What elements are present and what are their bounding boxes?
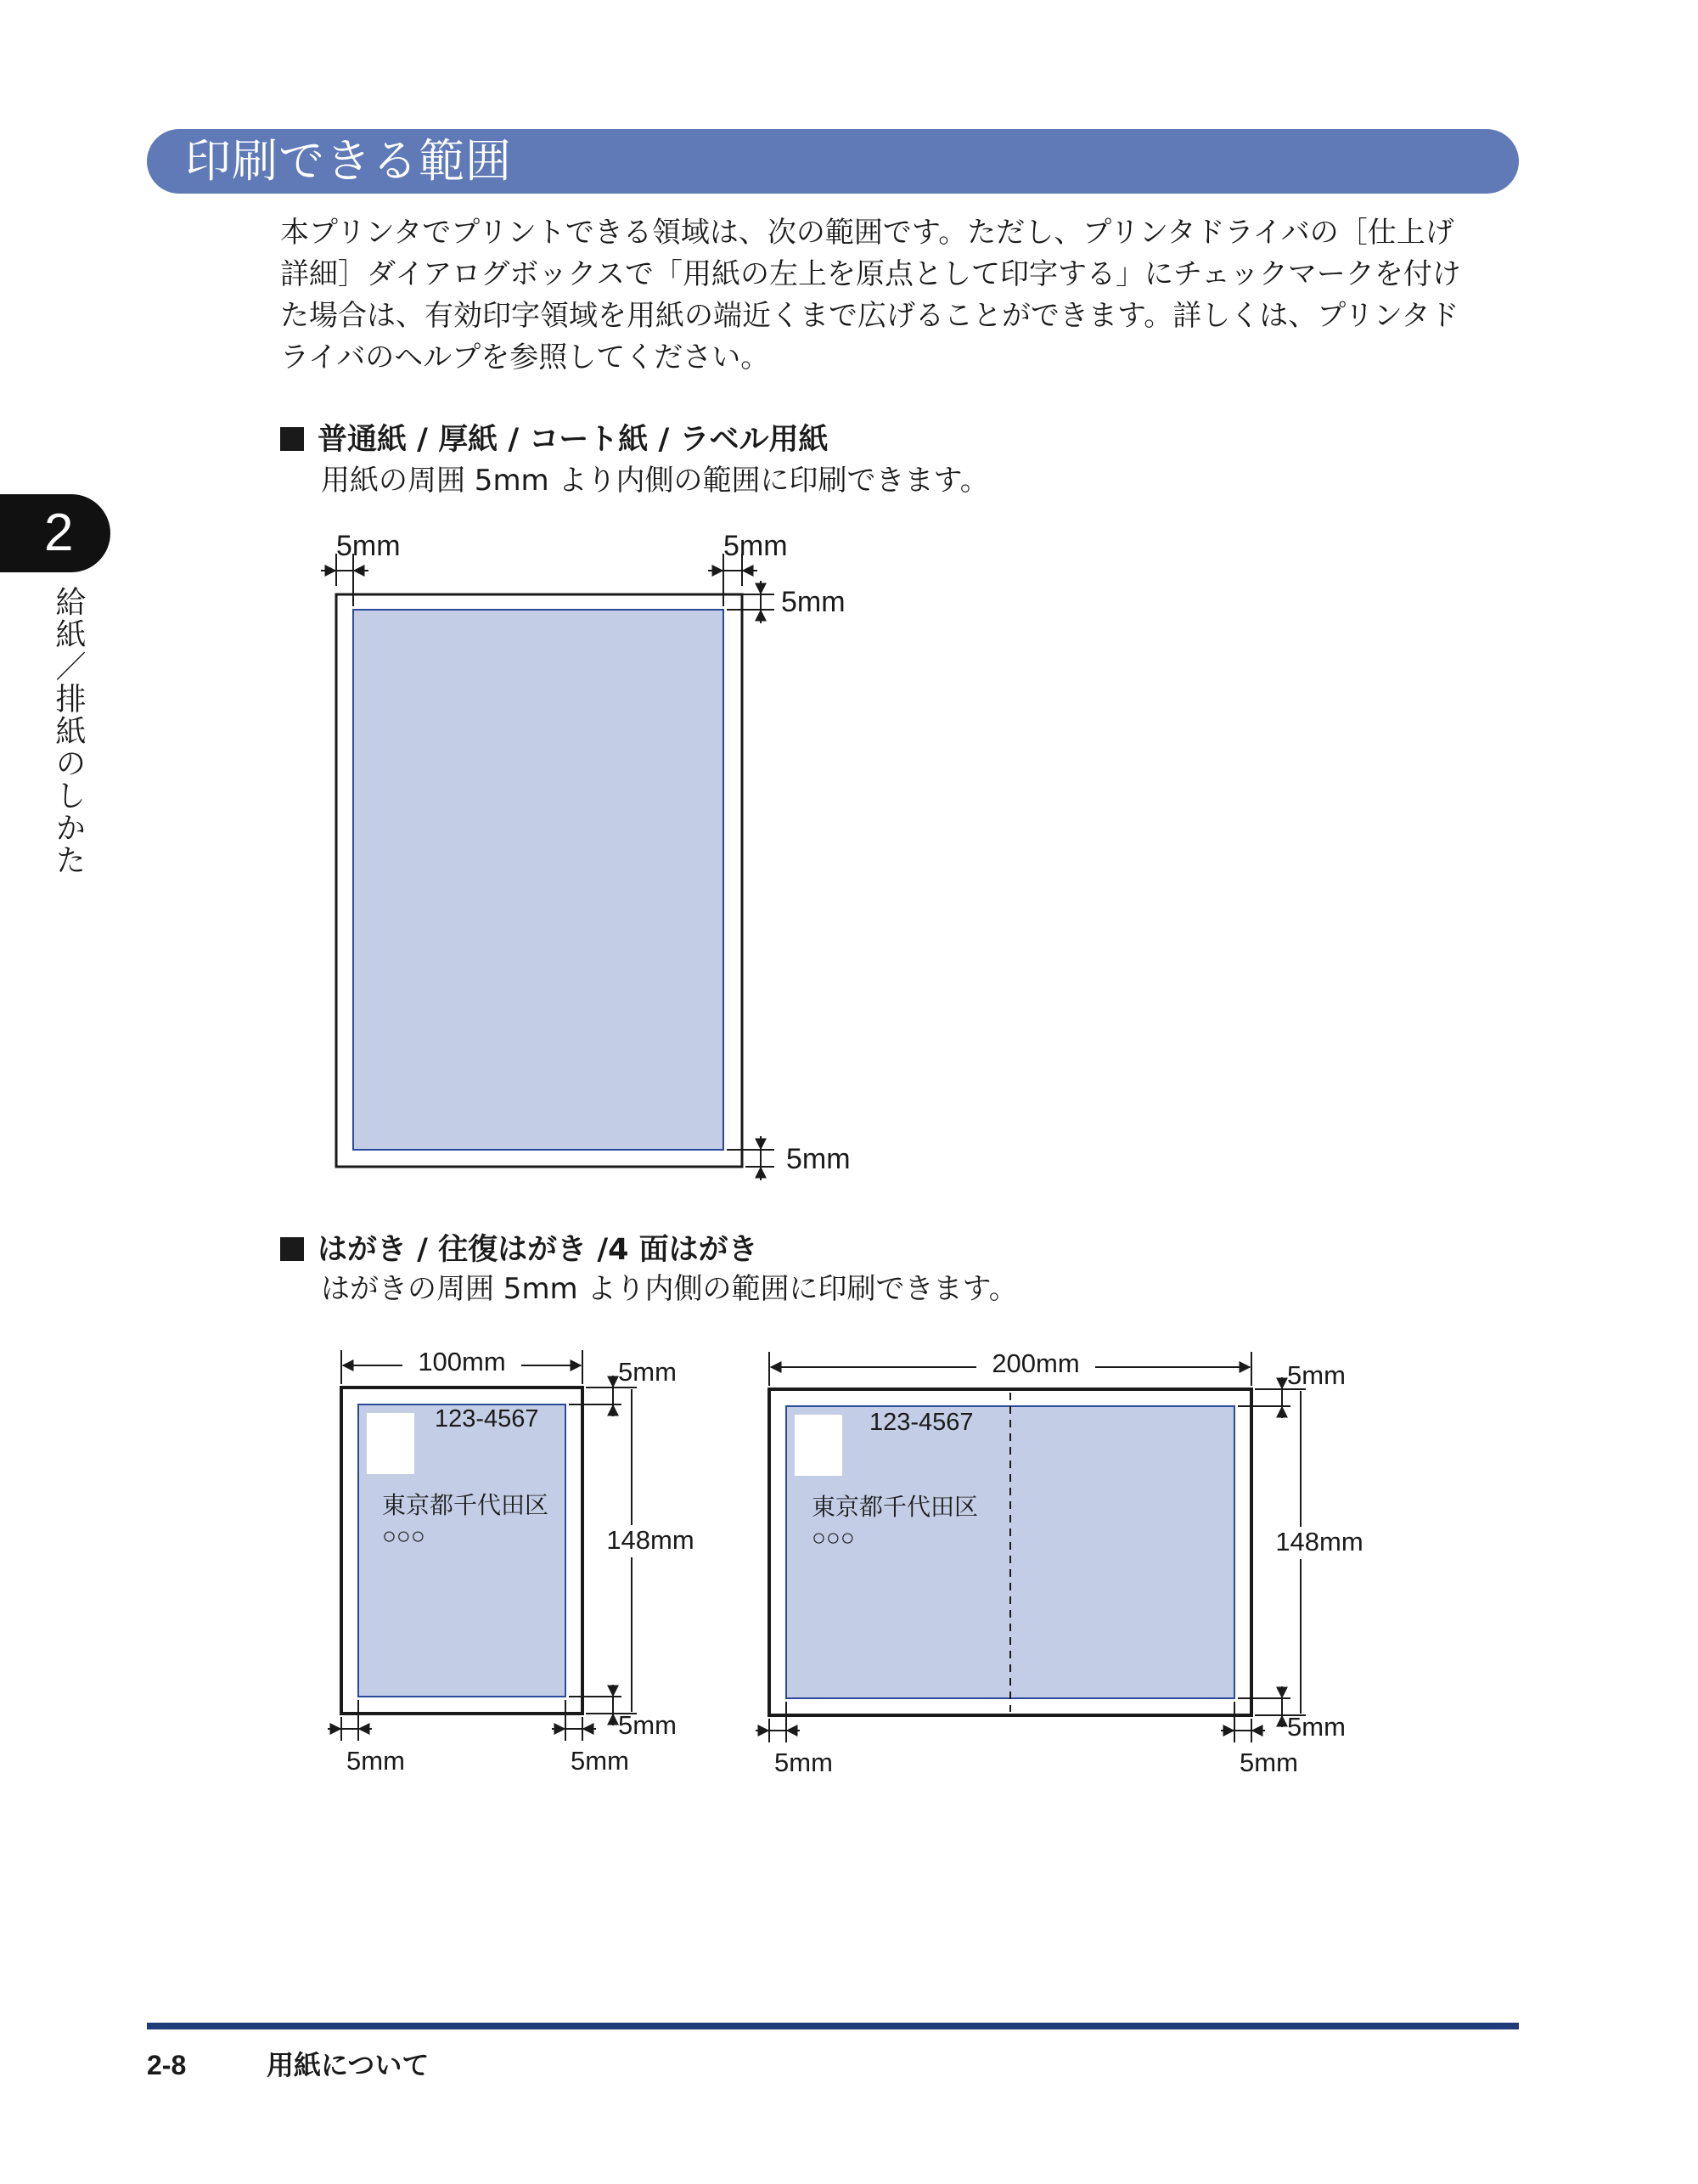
double-right-margin-label: 5mm [1240, 1748, 1298, 1777]
postal-code: 123-4567 [869, 1409, 974, 1436]
address-text: 東京都千代田区 [382, 1492, 549, 1518]
plain-paper-description: 用紙の周囲 5mm より内側の範囲に印刷できます。 [321, 464, 989, 498]
intro-line: た場合は、有効印字領域を用紙の端近くまで広げることができます。詳しくは、プリンタド [280, 299, 1459, 333]
single-left-margin-label: 5mm [346, 1746, 405, 1776]
double-left-margin-label: 5mm [774, 1748, 833, 1777]
single-right-margin-label: 5mm [571, 1746, 629, 1776]
chapter-title: 給紙／排紙のしかた [51, 586, 86, 876]
section-title: 印刷できる範囲 [185, 134, 512, 188]
plain-paper-diagram [321, 530, 851, 1180]
postcard-description: はがきの周囲 5mm より内側の範囲に印刷できます。 [321, 1272, 1018, 1306]
postcard-single-diagram [328, 1347, 694, 1776]
intro-line: 詳細］ダイアログボックスで「用紙の左上を原点として印字する」にチェックマークを付け [280, 257, 1461, 291]
chapter-tab [0, 494, 110, 572]
address-text: 東京都千代田区 [812, 1494, 979, 1520]
plain-left-margin-label: 5mm [336, 530, 401, 562]
double-width-label: 200mm [992, 1348, 1080, 1378]
intro-line: 本プリンタでプリントできる領域は、次の範囲です。ただし、プリンタドライバの［仕上げ [280, 216, 1454, 250]
intro-line: ライバのヘルプを参照してください。 [280, 341, 770, 374]
postal-code: 123-4567 [435, 1405, 539, 1433]
page-number: 2-8 [147, 2050, 187, 2080]
footer-title: 用紙について [267, 2049, 430, 2081]
plain-top-margin-label: 5mm [781, 586, 846, 618]
single-height-label: 148mm [606, 1525, 694, 1555]
single-width-label: 100mm [418, 1347, 506, 1376]
single-top-margin-label: 5mm [618, 1357, 677, 1387]
chapter-number: 2 [44, 504, 74, 562]
single-bottom-margin-label: 5mm [618, 1710, 677, 1740]
stamp-box [795, 1415, 842, 1476]
plain-right-margin-label: 5mm [723, 530, 788, 562]
plain-bottom-margin-label: 5mm [786, 1143, 851, 1175]
recipient-name: ○○○ [812, 1524, 855, 1551]
stamp-box [367, 1413, 414, 1474]
recipient-name: ○○○ [382, 1523, 425, 1549]
double-top-margin-label: 5mm [1287, 1360, 1346, 1390]
footer-rule [147, 2023, 1519, 2029]
plain-paper-heading-text: 普通紙 / 厚紙 / コート紙 / ラベル用紙 [318, 423, 829, 457]
postcard-heading-text: はがき / 往復はがき /4 面はがき [318, 1233, 758, 1267]
double-height-label: 148mm [1275, 1527, 1363, 1556]
printable-area [353, 610, 723, 1150]
double-bottom-margin-label: 5mm [1287, 1712, 1346, 1742]
postcard-double-diagram [756, 1348, 1363, 1777]
